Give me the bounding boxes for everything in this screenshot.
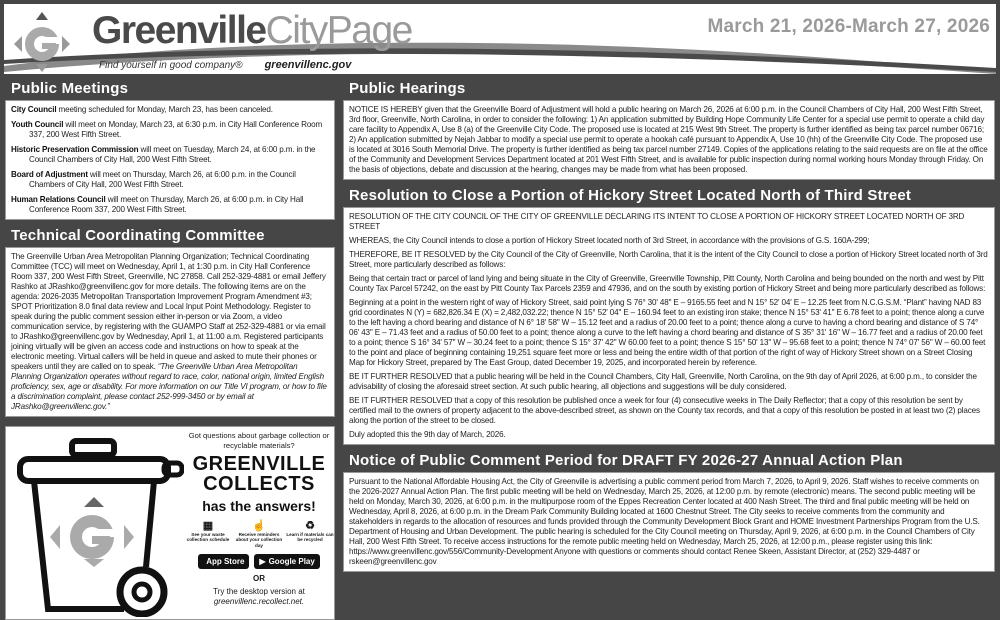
resolution-paragraph: BE IT FURTHER RESOLVED that a public hearing will be held in the Council Chambers, City Hall, Greenville, North Carolina, on the 9th day of April 2026, at 6:00 p.m., to consider the advisability of closing the aforesaid street section. At such public hearing, all objections and suggestions will be duly considered.	[349, 372, 977, 391]
resolution-paragraph: Duly adopted this the 9th day of March, 2026.	[349, 430, 506, 439]
garbage-bin-icon	[14, 437, 184, 617]
tcc-title-vi-notice: “The Greenville Urban Area Metropolitan Planning Organization operates without regard to race, color, national origin, limited English proficiency, sex, age or disability. For more information on our Title VI program, or how to file a discrimination complaint, please contact 252-999-3450 or by email at JRashko@greenvillenc.gov.”	[11, 362, 327, 411]
notice-heading: Notice of Public Comment Period for DRAFT FY 2026-27 Annual Action Plan	[349, 452, 903, 469]
public-hearings-heading: Public Hearings	[349, 80, 466, 97]
app-store-label: App Store	[206, 557, 245, 567]
tcc-body: The Greenville Urban Area Metropolitan Planning Organization; Technical Coordinating Committee (TCC) will meet on Wednesday, April 1, at 1:30 p.m. in City Hall Conference Room 337, 200 West Fifth Street, Greenville, NC 27858. Call 252-329-4881 or email Jeffery Rashko at JRashko@greenvillenc.gov for more details. The following items are on the agenda: 2026-2035 Metropolitan Transportation Improvement Program Amendment #3; SPOT Prioritization 8.0 final data review and Local Input Point Methodology. Register to speak during the public comment session either in-person or via Zoom, a video communication service, by registering with the GUAMPO Staff at 252-329-4881 or via email to JRashko@greenvillenc.gov by Wednesday, April 1, at 11:00 a.m. Registered participants joining virtually will be given an access code and instructions on how to speak at the electronic meeting. Virtual callers will be held in queue and asked to mute their phones or speakers until they are called on to speak.	[11, 252, 326, 371]
right-column	[343, 78, 995, 577]
resolution-paragraph: WHEREAS, the City Council intends to close a portion of Hickory Street located north of 3rd Street, in accordance with the provisions of G.S. 160A-299;	[349, 236, 870, 245]
meeting-name: City Council	[11, 105, 57, 114]
desktop-version	[184, 587, 334, 607]
meeting-text: will meet on Tuesday, March 24, at 6:00 p.m. in the Council Chambers of City Hall, 200 West Fifth Street.	[29, 145, 316, 164]
resolution-paragraph: RESOLUTION OF THE CITY COUNCIL OF THE CITY OF GREENVILLE DECLARING ITS INTENT TO CLOSE A PORTION OF HICKORY STREET LOCATED NORTH OF 3RD STREET	[349, 212, 965, 231]
hearings-body: NOTICE IS HEREBY given that the Greenville Board of Adjustment will hold a public hearing on March 26, 2026 at 6:00 p.m. in the Council Chambers of City Hall, 200 West Fifth Street, 3rd floor, Greenville, North Carolina, in order to consider the following: 1) An application submitted by Building Hope Community Life Center for a special use permit to operate a child day care facility to Appendix A, Use 8 (a) of the Greenville City Code. The proposed use is located at 215 West 9th Street. The property is further identified as being tax parcel number 06716; 2) An application submitted by Nejah Jabbar to modify a special use permit to operate a hookah café pursuant to Appendix A, Use 10 (hh) of the Greenville City Code. The proposed use is located at 3016 South Memorial Drive. The property is further identified as being tax parcel number 27149. Copies of the applications relating to the said requests are on file at the office of the Community and Development Services Department located at 201 West Fifth Street, and is available for public inspection during normal working hours Monday through Friday. On the basis of objections, debate and discussion at the hearing, changes may be made from what has been proposed.	[349, 105, 988, 174]
feature-label: Learn if materials can be recycled	[286, 532, 334, 543]
resolution-heading: Resolution to Close a Portion of Hickory Street Located North of Third Street	[349, 187, 912, 204]
resolution-box	[343, 207, 995, 445]
city-logo-icon	[12, 10, 72, 72]
meeting-item	[11, 195, 329, 215]
tagline: Find yourself in good company®	[99, 60, 243, 71]
app-store-badges	[184, 554, 334, 569]
meeting-item	[11, 120, 329, 140]
collects-title-line1: GREENVILLE	[192, 453, 326, 475]
public-meetings-box	[5, 100, 335, 220]
recycle-icon: ♻	[305, 520, 315, 532]
brand-bold: Greenville	[92, 9, 266, 52]
play-icon: ▶	[259, 557, 266, 567]
google-play-label: Google Play	[268, 557, 315, 567]
notice-box	[343, 472, 995, 572]
meeting-item	[11, 170, 329, 190]
meeting-name: Board of Adjustment	[11, 170, 88, 179]
meeting-text: will meet on Thursday, March 26, at 6:00 p.m. in City Hall Conference Room 337, 200 West Fifth Street.	[29, 195, 304, 214]
meeting-item	[11, 145, 329, 165]
meeting-text: will meet on Thursday, March 26, at 6:00 p.m. in the Council Chambers of City Hall, 200 West Fifth Street.	[29, 170, 296, 189]
greenville-collects-ad	[5, 426, 335, 620]
meeting-text: meeting scheduled for Monday, March 23, has been canceled.	[56, 105, 273, 114]
public-meetings-heading: Public Meetings	[11, 80, 129, 97]
brand-light: CityPage	[265, 9, 412, 52]
app-store-button[interactable]	[198, 554, 249, 569]
try-text: Try the desktop version at	[213, 587, 305, 597]
feature-reminders	[235, 520, 283, 548]
collects-features	[184, 520, 334, 548]
issue-dates: March 21, 2026-March 27, 2026	[707, 16, 990, 37]
recollect-link[interactable]: greenvillenc.recollect.net.	[213, 597, 305, 607]
google-play-button[interactable]	[254, 554, 319, 569]
collects-tagline: has the answers!	[202, 498, 316, 514]
feature-label: See your waste collection schedule	[186, 532, 230, 543]
feature-label: Receive reminders about your collection day	[235, 532, 283, 548]
tcc-heading: Technical Coordinating Committee	[11, 227, 265, 244]
collects-info	[184, 431, 334, 607]
notice-body: Pursuant to the National Affordable Housing Act, the City of Greenville is advertising a public comment period from March 7, 2026, to April 9, 2026. Staff wishes to receive comments on the 2026-2027 Annual Action Plan. The first public meeting will be held on Wednesday, March 25, 2026, at 12:00 p.m. by remote (electronic) means. The second public meeting will be held on Monday, March 30, 2026, at 6:00 p.m. in the multipurpose room of the Eppes Recreation Center located at 400 Nash Street. The third and final public meeting will be held on Wednesday, April 8, 2026, at 6:00 p.m. in the Dream Park Community Building located at 1600 Chestnut Street. The City seeks to receive comments from the community and stakeholders in regards to the allocation of resources and funds provided through the Community Development Block Grant and HOME Investment Partnerships Program from the U.S. Department of Housing and Urban Development. The public hearing is scheduled for the City Council meeting on Thursday, April 9, 2026, at 6:00 p.m. in the Council Chambers of City Hall, 200 West Fifth Street. To receive access instructions for the remote public meeting held on Wednesday, March 25, 2026, at 12:00 p.m., please register using this link: https://www.greenvillenc.gov/556/Community-Development Anyone with questions or comments should contact Renee Skeen, Assistant Director, at (252) 329-4487 or rskeen@greenvillenc.gov	[349, 477, 980, 566]
resolution-paragraph: Beginning at a point in the western right of way of Hickory Street, said point lying S 76° 30' 48" E – 9165.55 feet and N 15° 52' 04' E – 12.25 feet from N.C.G.S.M. “Plant” having NAD 83 grid coordinates N (Y) = 682,826.34 E (X) = 2,482,032.22; thence N 15° 52' 04" E – 160.94 feet to an existing iron stake; thence N 15° 53' 41" E 6.78 feet to a point; thence along a curve to the left having a chord bearing and distance of N 6° 18' 58" W – 15.12 feet and a radius of 20.00 feet to a point; thence along a curve to having a chord bearing and distance of S 74° 06' 43" E – 71.43 feet and a radius of 50.00 feet to a point; thence along a curve to the left having a chord bearing and distance of S 35° 31' 16" W – 16.77 feet and a radius of 20.00 feet to a point; thence S 16° 34' 57" W – 30.24 feet to a point; thence S 15° 37' 42" W 60.00 feet to a point; thence S 15° 50' 13" W – 95.68 feet to a point; thence N 74° 07' 56" W – 60.00 feet to the point and place of beginning containing 19,251 square feet more or less and being the entire width of that portion of the right of way of Hickory Street shown on a Street Closing Map for Hickory Street, prepared by The East Group, dated December 19, 2025, and incorporated herein by reference.	[349, 298, 986, 367]
pointer-icon: ☝	[252, 520, 266, 532]
meeting-name: Youth Council	[11, 120, 64, 129]
meeting-name: Historic Preservation Commission	[11, 145, 139, 154]
calendar-icon: ▦	[202, 520, 214, 532]
collects-question: Got questions about garbage collection or recyclable materials?	[188, 431, 330, 450]
brand-title	[92, 10, 412, 52]
resolution-paragraph: Being that certain tract or parcel of land lying and being situate in the City of Greenville, Greenville Township, Pitt County, North Carolina and being bounded on the north and west by Pitt County Tax Parcel 57242, on the east by Pitt County Tax Parcels 2359 and 47936, and on the south by existing portion of Hickory Street and being more particularly described as follows:	[349, 274, 986, 293]
public-hearings-box	[343, 100, 995, 180]
resolution-paragraph: BE IT FURTHER RESOLVED that a copy of this resolution be published once a week for four (4) consecutive weeks in The Daily Reflector; that a copy of this resolution be sent by certified mail to the owners of property adjacent to the above-described street, as shown on the County tax records, and that a copy of this resolution be posted in at least two (2) places along the portion of the street to be closed.	[349, 396, 980, 425]
left-column	[5, 78, 335, 620]
tcc-box	[5, 247, 335, 417]
website-link[interactable]: greenvillenc.gov	[264, 59, 352, 71]
or-text: OR	[253, 574, 265, 584]
feature-schedule	[184, 520, 232, 548]
resolution-paragraph: THEREFORE, BE IT RESOLVED by the City Council of the City of Greenville, North Carolina, that it is the intent of the City Council to close a portion of Hickory Street located north of 3rd Street, more particularly described as follows:	[349, 250, 988, 269]
feature-recycle	[286, 520, 334, 548]
masthead	[4, 4, 996, 74]
collects-title-line2: COLLECTS	[203, 473, 315, 495]
meeting-name: Human Relations Council	[11, 195, 106, 204]
meeting-text: will meet on Monday, March 23, at 6:30 p.m. in City Hall Conference Room 337, 200 West Fifth Street.	[29, 120, 323, 139]
masthead-subline	[99, 59, 351, 71]
meeting-item	[11, 105, 329, 115]
